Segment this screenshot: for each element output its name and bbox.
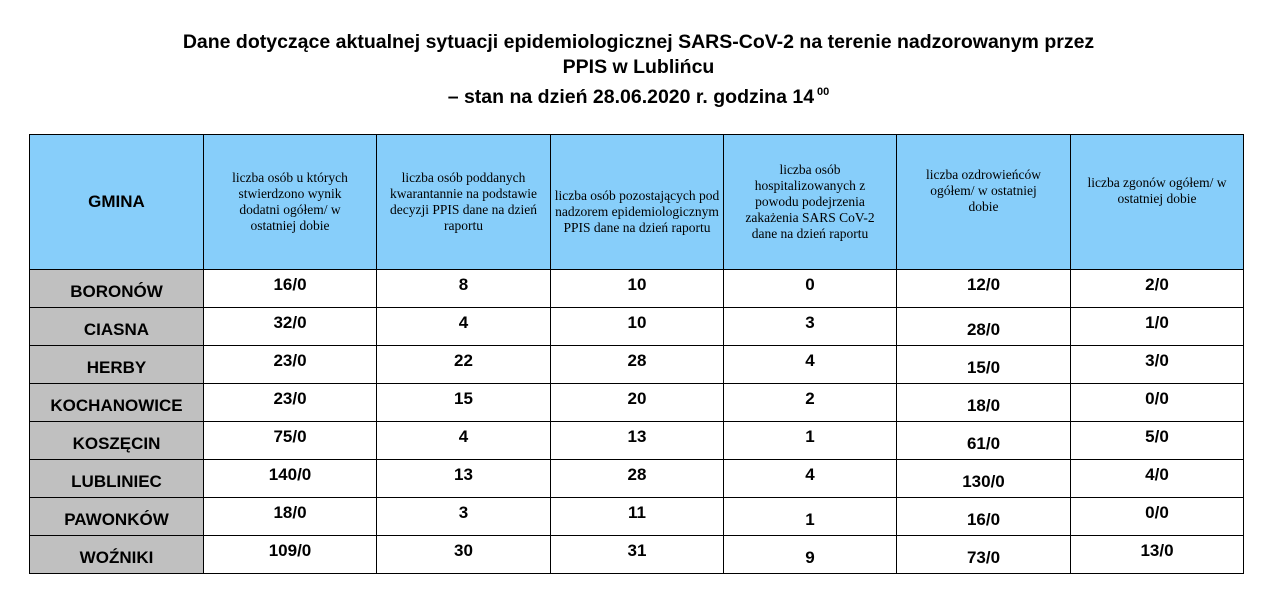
gmina-cell: WOŹNIKI — [30, 536, 204, 574]
title-line-3 — [0, 80, 1277, 110]
gmina-cell: PAWONKÓW — [30, 498, 204, 536]
positive-cell: 23/0 — [204, 384, 377, 422]
title-hour-superscript: 00 — [817, 86, 830, 98]
supervised-cell: 10 — [551, 308, 724, 346]
header-quarantine-label: liczba osób poddanych kwarantannie na podstawie decyzji PPIS dane na dzień raportu — [390, 170, 537, 233]
deaths-cell: 2/0 — [1071, 270, 1244, 308]
recovered-cell: 28/0 — [897, 308, 1071, 346]
deaths-cell: 4/0 — [1071, 460, 1244, 498]
positive-cell: 140/0 — [204, 460, 377, 498]
header-positive — [204, 135, 377, 270]
gmina-cell: KOSZĘCIN — [30, 422, 204, 460]
title-date-text: – stan na dzień 28.06.2020 r. godzina 14 — [447, 86, 815, 108]
header-hospitalized — [724, 135, 897, 270]
table-row — [30, 270, 1244, 308]
recovered-cell: 73/0 — [897, 536, 1071, 574]
recovered-cell: 61/0 — [897, 422, 1071, 460]
header-deaths-label: liczba zgonów ogółem/ w ostatniej dobie — [1087, 175, 1227, 206]
deaths-cell: 0/0 — [1071, 498, 1244, 536]
header-gmina: GMINA — [30, 135, 204, 270]
supervised-cell: 13 — [551, 422, 724, 460]
gmina-cell: LUBLINIEC — [30, 460, 204, 498]
supervised-cell: 11 — [551, 498, 724, 536]
table-row — [30, 536, 1244, 574]
positive-cell: 32/0 — [204, 308, 377, 346]
deaths-cell: 3/0 — [1071, 346, 1244, 384]
quarantine-cell: 15 — [377, 384, 551, 422]
header-quarantine — [377, 135, 551, 270]
quarantine-cell: 4 — [377, 422, 551, 460]
positive-cell: 75/0 — [204, 422, 377, 460]
table-row — [30, 460, 1244, 498]
hospitalized-cell: 3 — [724, 308, 897, 346]
quarantine-cell: 4 — [377, 308, 551, 346]
page-title — [0, 30, 1277, 110]
gmina-cell: HERBY — [30, 346, 204, 384]
hospitalized-cell: 1 — [724, 422, 897, 460]
hospitalized-cell: 4 — [724, 460, 897, 498]
header-row — [30, 135, 1244, 270]
table-row — [30, 308, 1244, 346]
header-recovered-label: liczba ozdrowieńców ogółem/ w ostatniej dobie — [925, 167, 1042, 214]
table-header — [30, 135, 1244, 270]
positive-cell: 18/0 — [204, 498, 377, 536]
title-line-2: PPIS w Lublińcu — [562, 56, 715, 78]
supervised-cell: 31 — [551, 536, 724, 574]
header-recovered — [897, 135, 1071, 270]
positive-cell: 16/0 — [204, 270, 377, 308]
supervised-cell: 20 — [551, 384, 724, 422]
recovered-cell: 12/0 — [897, 270, 1071, 308]
recovered-cell: 15/0 — [897, 346, 1071, 384]
quarantine-cell: 8 — [377, 270, 551, 308]
header-hospitalized-label: liczba osób hospitalizowanych z powodu podejrzenia zakażenia SARS CoV-2 dane na dzień raportu — [745, 162, 875, 241]
positive-cell: 109/0 — [204, 536, 377, 574]
supervised-cell: 28 — [551, 346, 724, 384]
gmina-cell: BORONÓW — [30, 270, 204, 308]
supervised-cell: 28 — [551, 460, 724, 498]
gmina-cell: KOCHANOWICE — [30, 384, 204, 422]
table-row — [30, 346, 1244, 384]
epidemic-data-table — [29, 134, 1244, 574]
header-supervised — [551, 135, 724, 270]
gmina-cell: CIASNA — [30, 308, 204, 346]
recovered-cell: 130/0 — [897, 460, 1071, 498]
deaths-cell: 13/0 — [1071, 536, 1244, 574]
quarantine-cell: 3 — [377, 498, 551, 536]
recovered-cell: 18/0 — [897, 384, 1071, 422]
hospitalized-cell: 9 — [724, 536, 897, 574]
header-positive-label: liczba osób u których stwierdzono wynik dodatni ogółem/ w ostatniej dobie — [232, 170, 348, 233]
supervised-cell: 10 — [551, 270, 724, 308]
deaths-cell: 5/0 — [1071, 422, 1244, 460]
table-row — [30, 384, 1244, 422]
deaths-cell: 1/0 — [1071, 308, 1244, 346]
title-line-1: Dane dotyczące aktualnej sytuacji epidemiologicznej SARS-CoV-2 na terenie nadzorowanym przez — [182, 31, 1095, 53]
quarantine-cell: 22 — [377, 346, 551, 384]
table-row — [30, 498, 1244, 536]
recovered-cell: 16/0 — [897, 498, 1071, 536]
quarantine-cell: 13 — [377, 460, 551, 498]
table-body — [30, 270, 1244, 574]
hospitalized-cell: 1 — [724, 498, 897, 536]
hospitalized-cell: 2 — [724, 384, 897, 422]
hospitalized-cell: 4 — [724, 346, 897, 384]
hospitalized-cell: 0 — [724, 270, 897, 308]
header-supervised-label: liczba osób pozostających pod nadzorem epidemiologicznym PPIS dane na dzień raportu — [554, 188, 720, 235]
quarantine-cell: 30 — [377, 536, 551, 574]
table-row — [30, 422, 1244, 460]
deaths-cell: 0/0 — [1071, 384, 1244, 422]
positive-cell: 23/0 — [204, 346, 377, 384]
header-deaths — [1071, 135, 1244, 270]
